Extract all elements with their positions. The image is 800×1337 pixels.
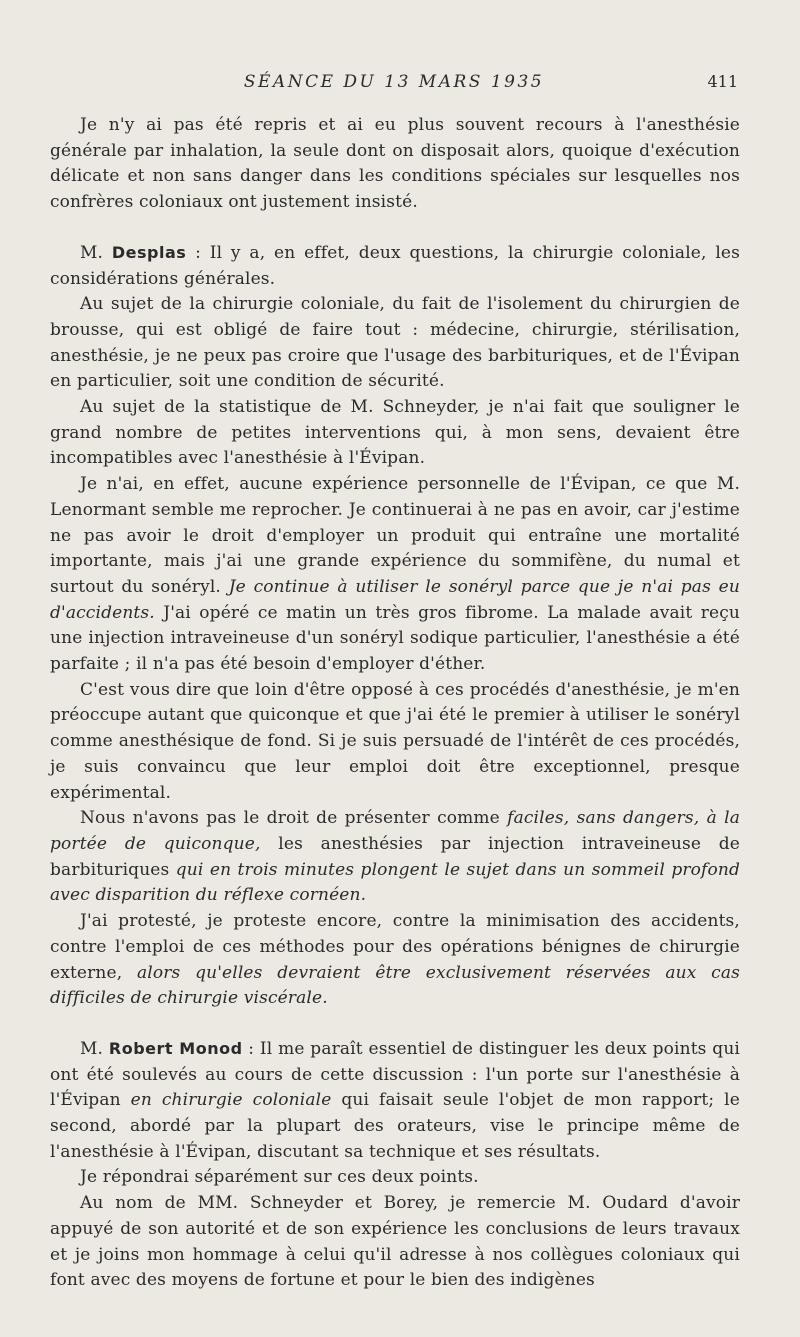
speaker-prefix: M.: [80, 242, 104, 263]
paragraph-3: Au sujet de la chirurgie coloniale, du fait de l'isolement du chirurgien de brousse, qui est obligé de faire tout : médecine, chirurgie, stérilisation, anesthésie, je ne peux pas croire que l'usage des barbituriques, et de l'Évipan en particulier, soit une condition de sécurité.: [50, 294, 740, 392]
emphasis-text: qui en trois minutes plongent le sujet dans un sommeil profond avec disparition du réflexe cornéen.: [50, 859, 740, 906]
speaker-prefix: M.: [80, 1038, 104, 1059]
paragraph-6: C'est vous dire que loin d'être opposé à ces procédés d'anesthésie, je m'en préoccupe autant que quiconque et que j'ai été le premier à utiliser le sonéryl comme anesthésique de fond. Si je suis persuadé de l'intérêt de ces procédés, je suis convaincu que leur emploi doit être exceptionnel, presque expérimental.: [50, 679, 740, 803]
emphasis-text: alors qu'elles devraient être exclusivement réservées aux cas difficiles de chirurgie viscérale.: [50, 962, 740, 1009]
paragraph-11: Au nom de MM. Schneyder et Borey, je remercie M. Oudard d'avoir appuyé de son autorité et de son expérience les conclusions de leurs travaux et je joins mon hommage à celui qu'il adresse à nos collègues coloniaux qui font avec des moyens de fortune et pour le bien des indigènes: [50, 1193, 740, 1291]
paragraph-text: J'ai protesté, je proteste encore, contre la minimisation des accidents, contre l'emploi de ces méthodes pour des opérations bénignes de chirurgie externe,: [50, 911, 740, 983]
emphasis-text: Je continue à utiliser le sonéryl parce que je n'ai pas eu d'accidents.: [50, 576, 740, 623]
paragraph-monod: [50, 1036, 740, 1166]
paragraph-4: Au sujet de la statistique de M. Schneyder, je n'ai fait que souligner le grand nombre de petites interventions qui, à mon sens, devaient être incompatibles avec l'anesthésie à l'Évipan.: [50, 397, 740, 469]
speaker-name-desplas: Desplas: [111, 242, 187, 262]
running-title: SÉANCE DU 13 MARS 1935: [243, 72, 545, 92]
paragraph-desplas: [50, 240, 740, 292]
paragraph-text: J'ai opéré ce matin un très gros fibrome. La malade avait reçu une injection intraveineuse d'un sonéryl sodique particulier, l'anesthésie a été parfaite ; il n'a pas été besoin d'employer d'éther.: [50, 602, 740, 675]
body-text: [50, 113, 740, 1294]
paragraph-10: Je répondrai séparément sur ces deux points.: [80, 1167, 479, 1188]
paragraph-text: : Il me paraît essentiel de distinguer les deux points qui ont été soulevés au cours de cette discussion : l'un porte sur l'anesthésie à l'Évipan: [50, 1038, 741, 1111]
paragraph-8: [50, 909, 740, 1012]
paragraph-text: Nous n'avons pas le droit de présenter comme: [80, 808, 508, 829]
paragraph-text: : Il y a, en effet, deux questions, la chirurgie coloniale, les considérations générales.: [50, 242, 740, 289]
paragraph-1: Je n'y ai pas été repris et ai eu plus souvent recours à l'anesthésie générale par inhalation, la seule dont on disposait alors, quoique d'exécution délicate et non sans danger dans les conditions spéciales sur lesquelles nos confrères coloniaux ont justement insisté.: [50, 115, 740, 213]
paragraph-text: qui faisait seule l'objet de mon rapport; le second, abordé par la plupart des orateurs, vise le principe même de l'anesthésie à l'Évipan, discutant sa technique et ses résultats.: [50, 1090, 740, 1162]
emphasis-text: en chirurgie coloniale: [130, 1090, 332, 1111]
emphasis-text: faciles, sans dangers, à la portée de quiconque,: [50, 808, 740, 854]
speaker-name-monod: Robert Monod: [108, 1038, 243, 1058]
paragraph-5: [50, 472, 740, 678]
page-header: [50, 72, 738, 96]
paragraph-text: les anesthésies par injection intraveineuse de barbituriques: [50, 833, 740, 880]
paragraph-7: [50, 806, 740, 909]
paragraph-text: Je n'ai, en effet, aucune expérience personnelle de l'Évipan, ce que M. Lenormant semble me reprocher. Je continuerai à ne pas en avoir, car j'estime ne pas avoir le droit d'employer un produit qui entraîne une mortalité importante, mais j'ai une grande expérience du sommifène, du numal et surtout du sonéryl.: [50, 474, 740, 597]
page-number: 411: [707, 72, 738, 91]
